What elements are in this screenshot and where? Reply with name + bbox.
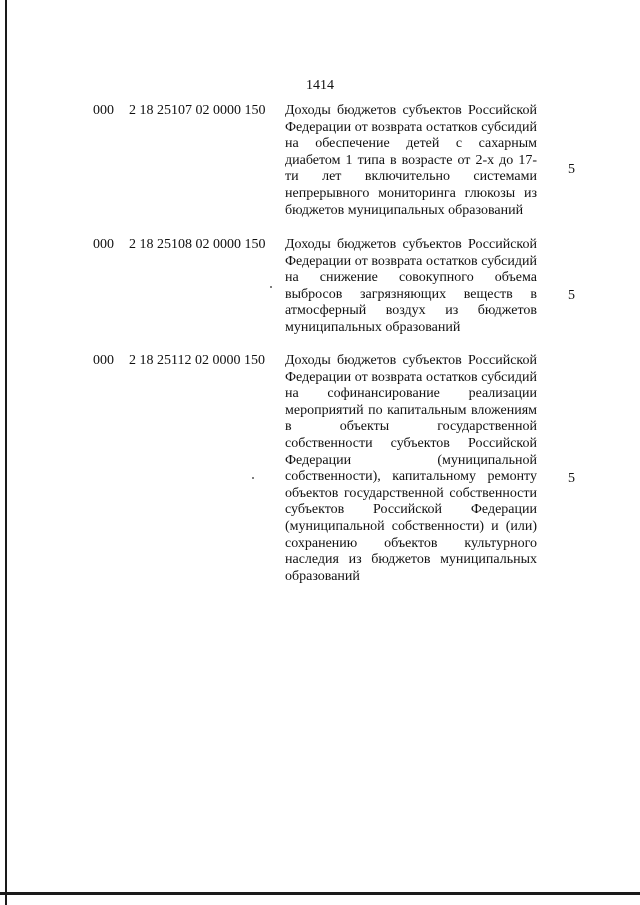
amount-value: 5 <box>568 288 575 303</box>
scan-speck <box>270 286 272 288</box>
scan-border-left <box>5 0 7 905</box>
admin-code: 000 <box>93 237 114 252</box>
budget-classification-code: 2 18 25108 02 0000 150 <box>129 237 266 252</box>
budget-classification-code: 2 18 25107 02 0000 150 <box>129 103 266 118</box>
income-description: Доходы бюджетов субъектов Российской Федерации от возврата остатков субсидий на обеспечение детей с сахарным диабетом 1 типа в возрасте от 2-х до 17-ти лет включительно системами непрерывного мониторинга глюкозы из бюджетов муниципальных образований <box>285 103 537 218</box>
budget-classification-code: 2 18 25112 02 0000 150 <box>129 353 265 368</box>
scan-speck <box>252 477 254 479</box>
page-number: 1414 <box>306 78 334 93</box>
amount-value: 5 <box>568 471 575 486</box>
admin-code: 000 <box>93 353 114 368</box>
amount-value: 5 <box>568 162 575 177</box>
scan-border-bottom <box>0 892 640 895</box>
admin-code: 000 <box>93 103 114 118</box>
income-description: Доходы бюджетов субъектов Российской Федерации от возврата остатков субсидий на снижение совокупного объема выбросов загрязняющих веществ в атмосферный воздух из бюджетов муниципальных образований <box>285 237 537 335</box>
income-description: Доходы бюджетов субъектов Российской Федерации от возврата остатков субсидий на софинансирование реализации мероприятий по капитальным вложениям в объекты государственной собственности субъектов Российской Федерации (муниципальной собственности), капитальному ремонту объектов государственной собственности субъектов Российской Федерации (муниципальной собственности) и (или) сохранению объектов культурного наследия из бюджетов муниципальных образований <box>285 353 537 584</box>
